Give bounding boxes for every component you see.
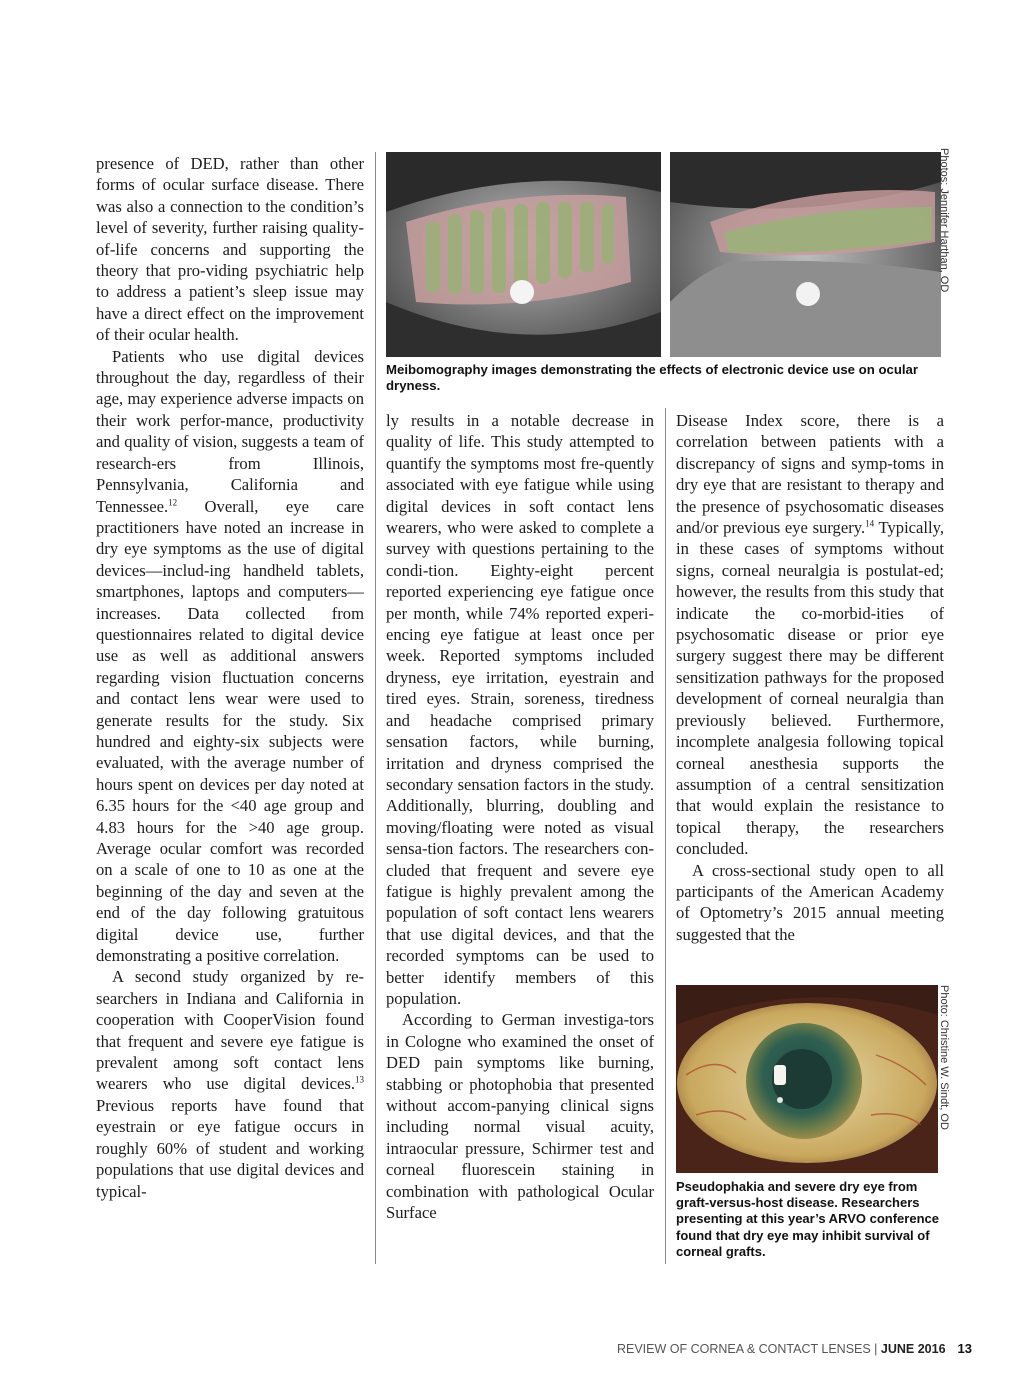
figure-caption-meibography: Meibomography images demonstrating the effects of electronic device use on ocular dryness. [386, 362, 919, 393]
eye-photo [676, 985, 938, 1173]
page-footer [617, 1341, 972, 1356]
figure-caption-eye: Pseudophakia and severe dry eye from graft-versus-host disease. Researchers presenting at this year’s ARVO conference found that dry eye may inhibit survival of corneal grafts. [676, 1179, 939, 1259]
page-number: 13 [957, 1341, 972, 1356]
meibography-photo-right [670, 152, 941, 357]
column-rule-1 [375, 152, 376, 1264]
column-rule-2 [665, 408, 666, 1264]
meibography-image-left [386, 152, 661, 357]
paragraph: presence of DED, rather than other forms of ocular surface disease. There was also a connection to the condition’s level of severity, further raising quality-of-life concerns and supporting the theory that pro-viding psychiatric help to address a patient’s sleep issue may have a direct effect on the improvement of their ocular health. [96, 154, 364, 345]
journal-name: REVIEW OF CORNEA & CONTACT LENSES [616, 1342, 871, 1356]
reference-13: 13 [355, 1074, 364, 1085]
photo-credit-meibography: Photos: Jennifer Harthan, OD [938, 148, 950, 293]
photo-credit-eye: Photo: Christine W. Sindt, OD [938, 985, 950, 1130]
article-column-1 [96, 153, 364, 1202]
paragraph: A second study organized by re-searchers in Indiana and California in cooperation with CooperVision found that frequent and severe eye fatigue is prevalent among soft contact lens wearers who use digital devices.$^{13}$ Previous reports have found that eyestrain or eye fatigue occurs in roughly 60% of student and working populations that use digital devices and typical- [96, 967, 364, 1201]
paragraph: ly results in a notable decrease in quality of life. This study attempted to quantify the symptoms most fre-quently associated with eye fatigue while using digital devices in soft contact lens wearers, who were asked to complete a survey with questions pertaining to the condi-tion. Eighty-eight percent reported experiencing eye fatigue once per month, while 74% reported experi-encing eye fatigue at least once per week. Reported symptoms included dryness, eye irritation, eyestrain and tired eyes. Strain, soreness, tiredness and headache comprised primary sensation factors, while burning, irritation and dryness comprised the secondary sensation factors in the study. Additionally, blurring, doubling and moving/floating were noted as visual sensa-tion factors. The researchers con-cluded that frequent and severe eye fatigue is highly prevalent among the population of soft contact lens wearers that use digital devices, and that the recorded symptoms can be used to better identify members of this population. [386, 411, 654, 1008]
article-column-3 [676, 410, 944, 945]
article-column-2 [386, 410, 654, 1223]
reference-12: 12 [168, 496, 178, 507]
footer-separator: | [870, 1342, 881, 1356]
meibography-image-right [670, 152, 941, 357]
paragraph: According to German investiga-tors in Cologne who examined the onset of DED pain symptoms like burning, stabbing or photophobia that presented without accom-panying clinical signs including normal visual acuity, intraocular pressure, Schirmer test and corneal fluorescein staining in combination with pathological Ocular Surface [386, 1010, 654, 1223]
paragraph: Patients who use digital devices throughout the day, regardless of their age, may experience adverse impacts on their work perfor-mance, productivity and quality of vision, suggests a team of research-ers from Illinois, Pennsylvania, California and Tennessee.$^{12}$ Overall, eye care practitioners have noted an increase in dry eye symptoms as the use of digital devices—includ-ing handheld tablets, smartphones, laptops and computers—increases. Data collected from questionnaires related to digital device use as well as additional answers regarding vision fluctuation concerns and contact lens wear were used to generate results for the study. Six hundred and eighty-six subjects were evaluated, with the average number of hours spent on devices per day noted at 6.35 hours for the <40 age group and 4.83 hours for the >40 age group. Average ocular comfort was recorded on a scale of one to 10 as one at the beginning of the day and seven at the end of the day following gratuitous digital device use, further demonstrating a positive correlation. [96, 346, 364, 966]
reference-14: 14 [865, 518, 875, 529]
paragraph: A cross-sectional study open to all participants of the American Academy of Optometry’s 2015 annual meeting suggested that the [676, 860, 944, 944]
meibography-photo-left [386, 152, 661, 357]
eye-image [676, 985, 938, 1173]
paragraph: Disease Index score, there is a correlation between patients with a discrepancy of signs and symp-toms in dry eye that are resistant to therapy and the presence of psychosomatic diseases and/or previous eye surgery.$^{14}$ Typically, in these cases of symptoms without signs, corneal neuralgia is postulat-ed; however, the results from this study that indicate the co-morbid-ities of psychosomatic disease or prior eye surgery suggest there may be different sensitization pathways for the proposed development of corneal neuralgia than previously believed. Furthermore, incomplete analgesia following topical corneal anesthesia supports the assumption of a central sensitization that would explain the resistance to topical therapy, the researchers concluded. [676, 411, 944, 859]
issue-date: JUNE 2016 [880, 1342, 946, 1356]
